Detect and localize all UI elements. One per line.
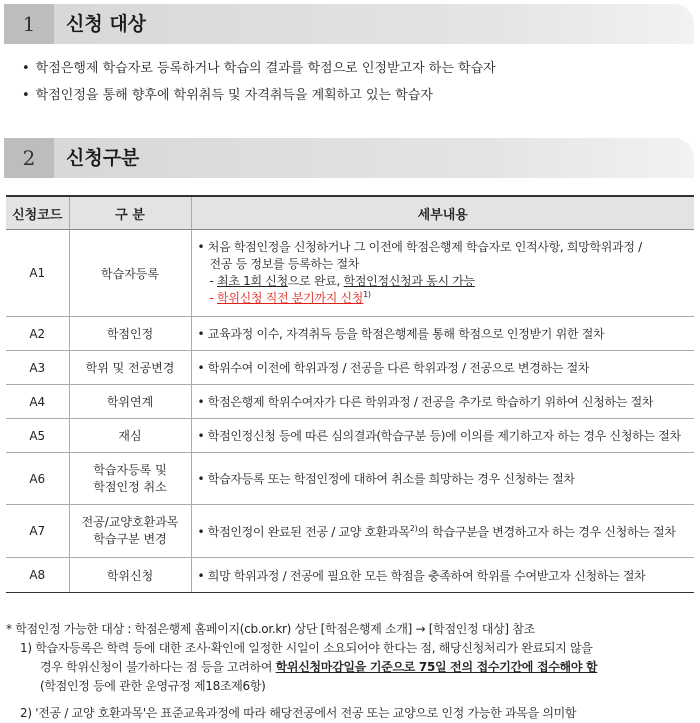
detail-text: 의 학습구분을 변경하고자 하는 경우 신청하는 절차 <box>417 524 676 539</box>
table-row <box>6 230 694 317</box>
footnote-1-line: (학점인정 등에 관한 운영규정 제18조제6항) <box>40 679 266 693</box>
dash: - <box>209 291 218 305</box>
table-header-row <box>6 196 694 230</box>
section-2-number: 2 <box>4 138 54 178</box>
row-detail: • 학점인정신청 등에 따른 심의결과(학습구분 등)에 이의를 제기하고자 하는 경우 신청하는 절차 <box>191 419 694 453</box>
detail-line: 전공 등 정보를 등록하는 절차 <box>209 257 360 271</box>
row-category: 학점인정 <box>69 317 191 351</box>
category-line: 학점인정 취소 <box>93 479 167 494</box>
application-types-table <box>6 195 694 593</box>
footnote-1-line <box>6 658 696 677</box>
row-code: A8 <box>6 558 69 593</box>
row-category: 학위 및 전공변경 <box>69 351 191 385</box>
row-detail: • 희망 학위과정 / 전공에 필요한 모든 학점을 충족하여 학위를 수여받고자 신청하는 절차 <box>191 558 694 593</box>
row-code: A1 <box>6 230 69 317</box>
header-code: 신청코드 <box>6 196 69 230</box>
bullet-text: 학점인정을 통해 향후에 학위취득 및 자격취득을 계획하고 있는 학습자 <box>35 88 433 103</box>
category-line: 학습자등록 및 <box>93 462 167 477</box>
row-code: A7 <box>6 505 69 558</box>
table-row <box>6 558 694 593</box>
detail-line: • 처음 학점인정을 신청하거나 그 이전에 학점은행제 학습자로 인적사항, 희망학위과정 / <box>197 240 642 254</box>
category-line: 학습구분 변경 <box>93 532 167 546</box>
row-category <box>69 505 191 558</box>
section-1-header <box>4 4 694 44</box>
detail-text: • 학점인정이 완료된 전공 / 교양 호환과목 <box>197 524 410 539</box>
detail-text: 으로 완료, <box>287 274 344 288</box>
section-1-number: 1 <box>4 4 54 44</box>
bullet-text: 학점은행제 학습자로 등록하거나 학습의 결과를 학점으로 인정받고자 하는 학습자 <box>35 61 496 76</box>
section-2-title: 신청구분 <box>66 147 140 169</box>
table-row <box>6 419 694 453</box>
list-item <box>22 82 496 109</box>
underlined-text: 최초 1회 신청 <box>217 274 288 288</box>
row-code: A4 <box>6 385 69 419</box>
table-row <box>6 351 694 385</box>
row-code: A6 <box>6 453 69 505</box>
section-1-title: 신청 대상 <box>66 13 147 35</box>
section-1-bullet-list <box>22 55 496 109</box>
detail-line <box>198 290 694 307</box>
category-line: 전공/교양호환과목 <box>81 515 179 529</box>
row-detail: • 학습자등록 또는 학점인정에 대하여 취소를 희망하는 경우 신청하는 절차 <box>191 453 694 505</box>
list-item <box>22 55 496 82</box>
table-row <box>6 453 694 505</box>
footnote-emphasis: 학위신청마감일을 기준으로 75일 전의 접수기간에 접수해야 함 <box>275 660 598 674</box>
row-code: A3 <box>6 351 69 385</box>
table-row <box>6 317 694 351</box>
bullet-icon: • <box>22 61 30 76</box>
row-category <box>69 453 191 505</box>
row-category: 학위신청 <box>69 558 191 593</box>
header-detail: 세부내용 <box>191 196 694 230</box>
footnote-1-line: 1) 학습자등록은 학력 등에 대한 조사·확인에 일정한 시일이 소요되어야 한다는 점, 해당신청처리가 완료되지 않을 <box>20 641 593 655</box>
table-row <box>6 505 694 558</box>
header-category: 구 분 <box>69 196 191 230</box>
highlighted-text: 학위신청 직전 분기까지 신청 <box>217 291 364 305</box>
detail-line <box>198 273 694 290</box>
note-star: * 학점인정 가능한 대상 : 학점은행제 홈페이지(cb.or.kr) 상단 [학점은행제 소개] → [학점인정 대상] 참조 <box>6 622 535 636</box>
row-code: A5 <box>6 419 69 453</box>
row-code: A2 <box>6 317 69 351</box>
footnote-ref: 2) <box>409 523 418 533</box>
row-detail: • 학점은행제 학위수여자가 다른 학위과정 / 전공을 추가로 학습하기 위하여 신청하는 절차 <box>191 385 694 419</box>
footnotes <box>6 620 696 723</box>
row-detail <box>191 230 694 317</box>
bullet-icon: • <box>22 88 30 103</box>
footnote-text: 경우 학위신청이 불가하다는 점 등을 고려하여 <box>40 660 276 674</box>
row-category: 학습자등록 <box>69 230 191 317</box>
footnote-2: 2) '전공 / 교양 호환과목'은 표준교육과정에 따라 해당전공에서 전공 또는 교양으로 인정 가능한 과목을 의미함 <box>20 706 577 720</box>
row-category: 학위연계 <box>69 385 191 419</box>
dash: - <box>209 274 218 288</box>
footnote-ref: 1) <box>363 290 371 299</box>
row-category: 재심 <box>69 419 191 453</box>
row-detail <box>191 505 694 558</box>
table-row <box>6 385 694 419</box>
row-detail: • 교육과정 이수, 자격취득 등을 학점은행제를 통해 학점으로 인정받기 위한 절차 <box>191 317 694 351</box>
row-detail: • 학위수여 이전에 학위과정 / 전공을 다른 학위과정 / 전공으로 변경하는 절차 <box>191 351 694 385</box>
underlined-text: 학점인정신청과 동시 가능 <box>343 274 475 288</box>
section-2-header <box>4 138 694 178</box>
